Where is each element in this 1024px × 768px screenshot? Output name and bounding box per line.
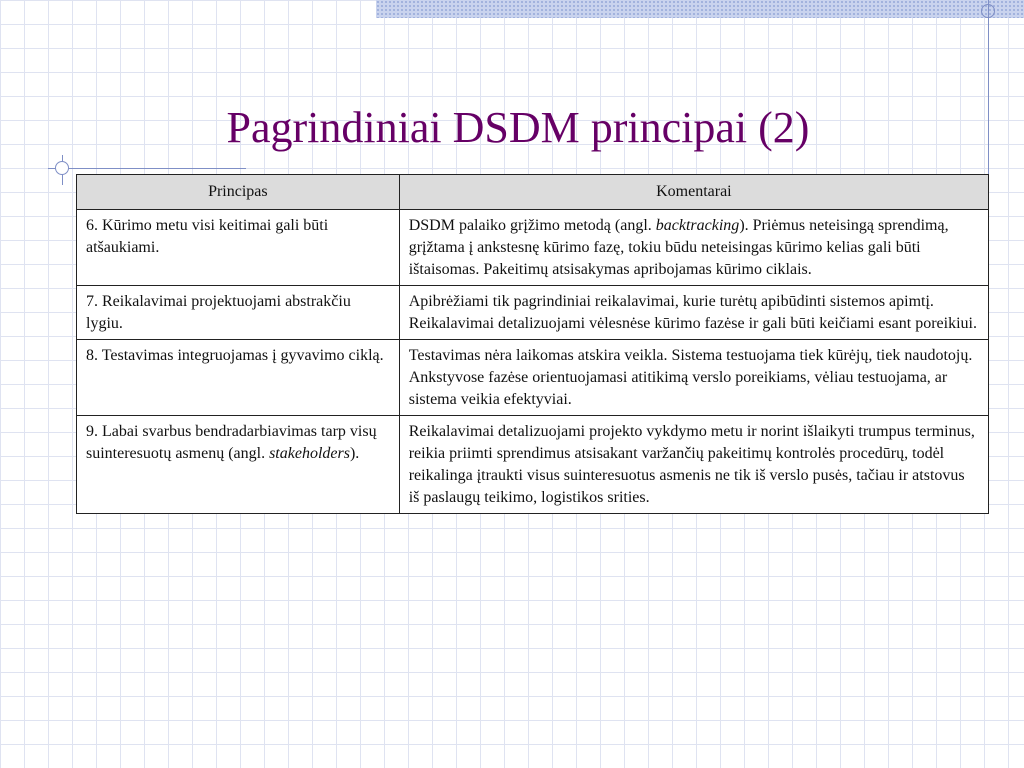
- comment-cell: Apibrėžiami tik pagrindiniai reikalavimai, kurie turėtų apibūdinti sistemos apimtį. Reikalavimai detalizuojami vėlesnėse kūrimo fazėse ir gali būti keičiami esant poreikiui.: [399, 286, 988, 340]
- comment-cell: Testavimas nėra laikomas atskira veikla. Sistema testuojama tiek kūrėjų, tiek naudotojų. Ankstyvose fazėse orientuojamasi atitikimą verslo poreikiams, vėliau testuojama, ar sistema veikia efektyviai.: [399, 340, 988, 416]
- principles-table: [76, 174, 989, 514]
- comment-cell: [399, 210, 988, 286]
- slide-title: Pagrindiniai DSDM principai (2): [226, 103, 810, 152]
- principle-text: 9. Labai svarbus bendradarbiavimas tarp visų suinteresuotų asmenų (angl.: [86, 423, 377, 462]
- decorative-top-bar: [376, 0, 1024, 18]
- principle-text: ).: [349, 445, 360, 462]
- comment-cell: Reikalavimai detalizuojami projekto vykdymo metu ir norint išlaikyti trumpus terminus, reikia priimti sprendimus atsisakant varžančių pakeitimų kontrolės procedūrų, todėl reikalinga įtraukti visus suinteresuotus asmenis ne tik iš verslo pusės, tačiau ir atstovus iš paslaugų teikimo, logistikos srities.: [399, 416, 988, 514]
- principle-italic-term: stakeholders: [269, 445, 350, 462]
- table-row: [77, 416, 989, 514]
- principle-cell: 6. Kūrimo metu visi keitimai gali būti atšaukiami.: [77, 210, 400, 286]
- principle-cell: 7. Reikalavimai projektuojami abstrakčiu lygiu.: [77, 286, 400, 340]
- table-row: [77, 286, 989, 340]
- table-header-row: [77, 175, 989, 210]
- comment-italic-term: backtracking: [655, 217, 740, 234]
- comment-text: DSDM palaiko grįžimo metodą (angl.: [408, 217, 656, 234]
- principle-cell: [77, 416, 400, 514]
- principle-cell: 8. Testavimas integruojamas į gyvavimo ciklą.: [77, 340, 400, 416]
- decorative-horizontal-line: [48, 168, 246, 169]
- column-header-comments: Komentarai: [399, 175, 988, 210]
- comment-text: ). Priėmus neteisingą sprendimą, grįžtama į ankstesnę kūrimo fazę, tokiu būdu neteisingas kūrimo kelias gali būti ištaisomas. Pakeitimų atsisakymas apribojamas kūrimo ciklais.: [408, 217, 949, 278]
- decorative-circle-top-right: [981, 4, 995, 18]
- table-row: [77, 340, 989, 416]
- table-row: [77, 210, 989, 286]
- column-header-principle: Principas: [77, 175, 400, 210]
- decorative-circle-left: [55, 161, 69, 175]
